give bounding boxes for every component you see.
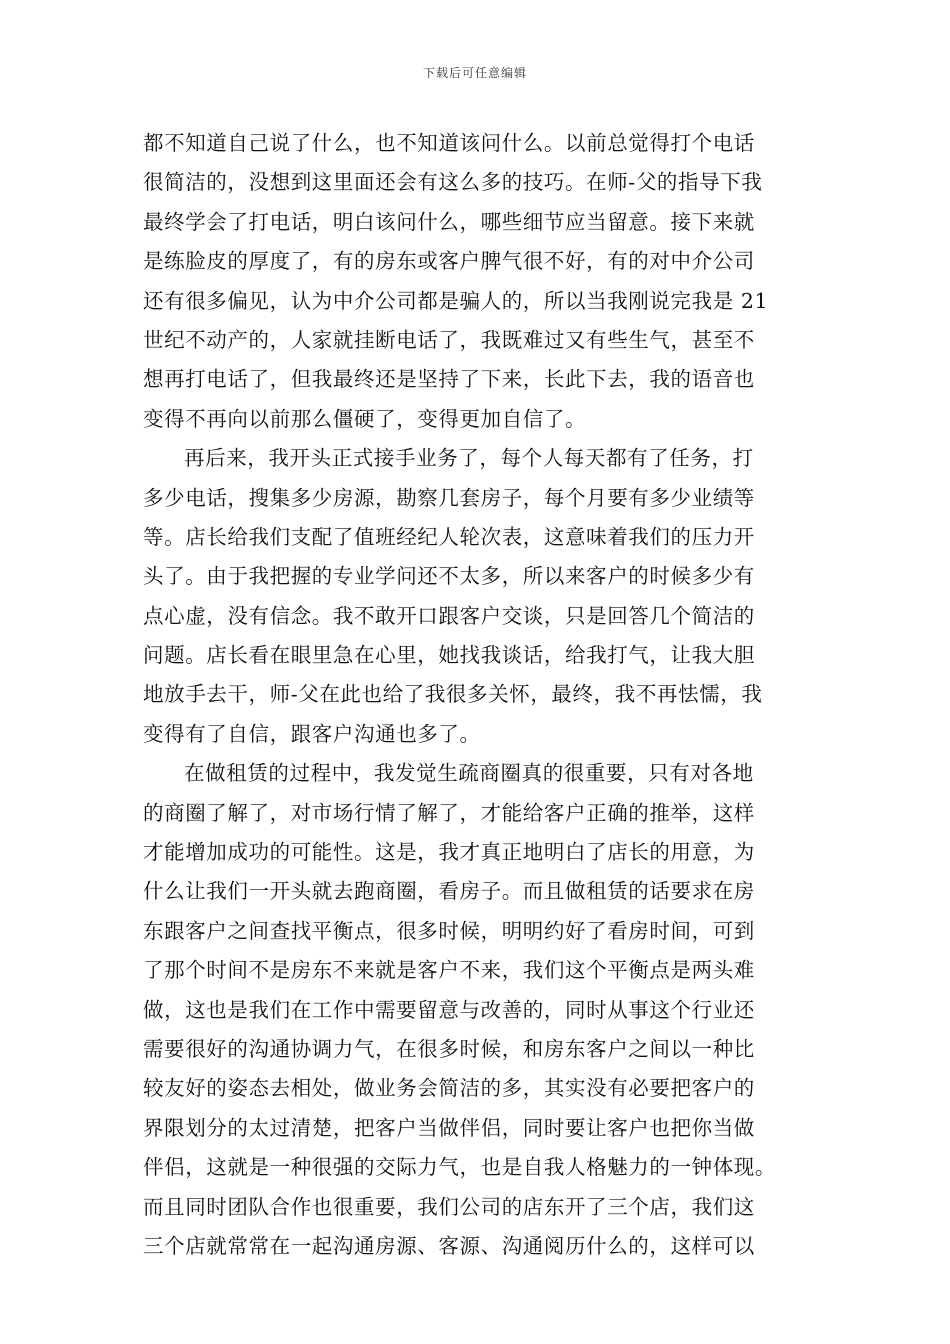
text-line: 等。店长给我们支配了值班经纪人轮次表，这意味着我们的压力开: [143, 524, 755, 549]
text-line: 头了。由于我把握的专业学问还不太多，所以来客户的时候多少有: [143, 564, 755, 589]
text-line: 较友好的姿态去相处，做业务会简洁的多，其实没有必要把客户的: [143, 1076, 755, 1101]
text-line: 三个店就常常在一起沟通房源、客源、沟通阅历什么的，这样可以: [143, 1233, 755, 1258]
text-line: 再后来，我开头正式接手业务了，每个人每天都有了任务，打: [184, 446, 754, 471]
text-line: 变得有了自信，跟客户沟通也多了。: [143, 721, 481, 746]
text-line: 很简洁的，没想到这里面还会有这么多的技巧。在师-父的指导下我: [143, 170, 763, 195]
text-line: 伴侣，这就是一种很强的交际力气，也是自我人格魅力的一钟体现。: [143, 1155, 776, 1180]
text-line: 想再打电话了，但我最终还是坚持了下来，长此下去，我的语音也: [143, 367, 755, 392]
text-line: 世纪不动产的，人家就挂断电话了，我既难过又有些生气，甚至不: [143, 327, 755, 352]
text-line: 都不知道自己说了什么，也不知道该问什么。以前总觉得打个电话: [143, 131, 755, 155]
text-line: 了那个时间不是房东不来就是客户不来，我们这个平衡点是两头难: [143, 958, 755, 983]
text-line: 点心虚，没有信念。我不敢开口跟客户交谈，只是回答几个简洁的: [143, 603, 755, 628]
text-line: 才能增加成功的可能性。这是，我才真正地明白了店长的用意，为: [143, 840, 755, 865]
document-body: [143, 124, 807, 1266]
text-line: 什么让我们一开头就去跑商圈，看房子。而且做租赁的话要求在房: [143, 879, 755, 904]
text-line: 多少电话，搜集多少房源，勘察几套房子，每个月要有多少业绩等: [143, 485, 755, 510]
text-line: 最终学会了打电话，明白该问什么，哪些细节应当留意。接下来就: [143, 209, 755, 234]
text-line: 而且同时团队合作也很重要，我们公司的店东开了三个店，我们这: [143, 1194, 755, 1219]
text-line: 东跟客户之间查找平衡点，很多时候，明明约好了看房时间，可到: [143, 918, 755, 943]
text-line: 的商圈了解了，对市场行情了解了，才能给客户正确的推举，这样: [143, 800, 755, 825]
text-line: 做，这也是我们在工作中需要留意与改善的，同时从事这个行业还: [143, 997, 755, 1022]
text-line: 在做租赁的过程中，我发觉生疏商圈真的很重要，只有对各地: [184, 761, 754, 786]
text-line: 地放手去干，师-父在此也给了我很多关怀，最终，我不再怯懦，我: [143, 682, 763, 707]
text-line: 界限划分的太过清楚，把客户当做伴侣，同时要让客户也把你当做: [143, 1115, 755, 1140]
text-line: 还有很多偏见，认为中介公司都是骗人的，所以当我刚说完我是 21: [143, 288, 769, 313]
page-header: 下载后可任意编辑: [422, 66, 527, 80]
text-line: 需要很好的沟通协调力气，在很多时候，和房东客户之间以一种比: [143, 1036, 755, 1061]
text-line: 问题。店长看在眼里急在心里，她找我谈话，给我打气，让我大胆: [143, 643, 755, 668]
text-line: 变得不再向以前那么僵硬了，变得更加自信了。: [143, 406, 587, 431]
text-line: 是练脸皮的厚度了，有的房东或客户脾气很不好，有的对中介公司: [143, 249, 755, 274]
